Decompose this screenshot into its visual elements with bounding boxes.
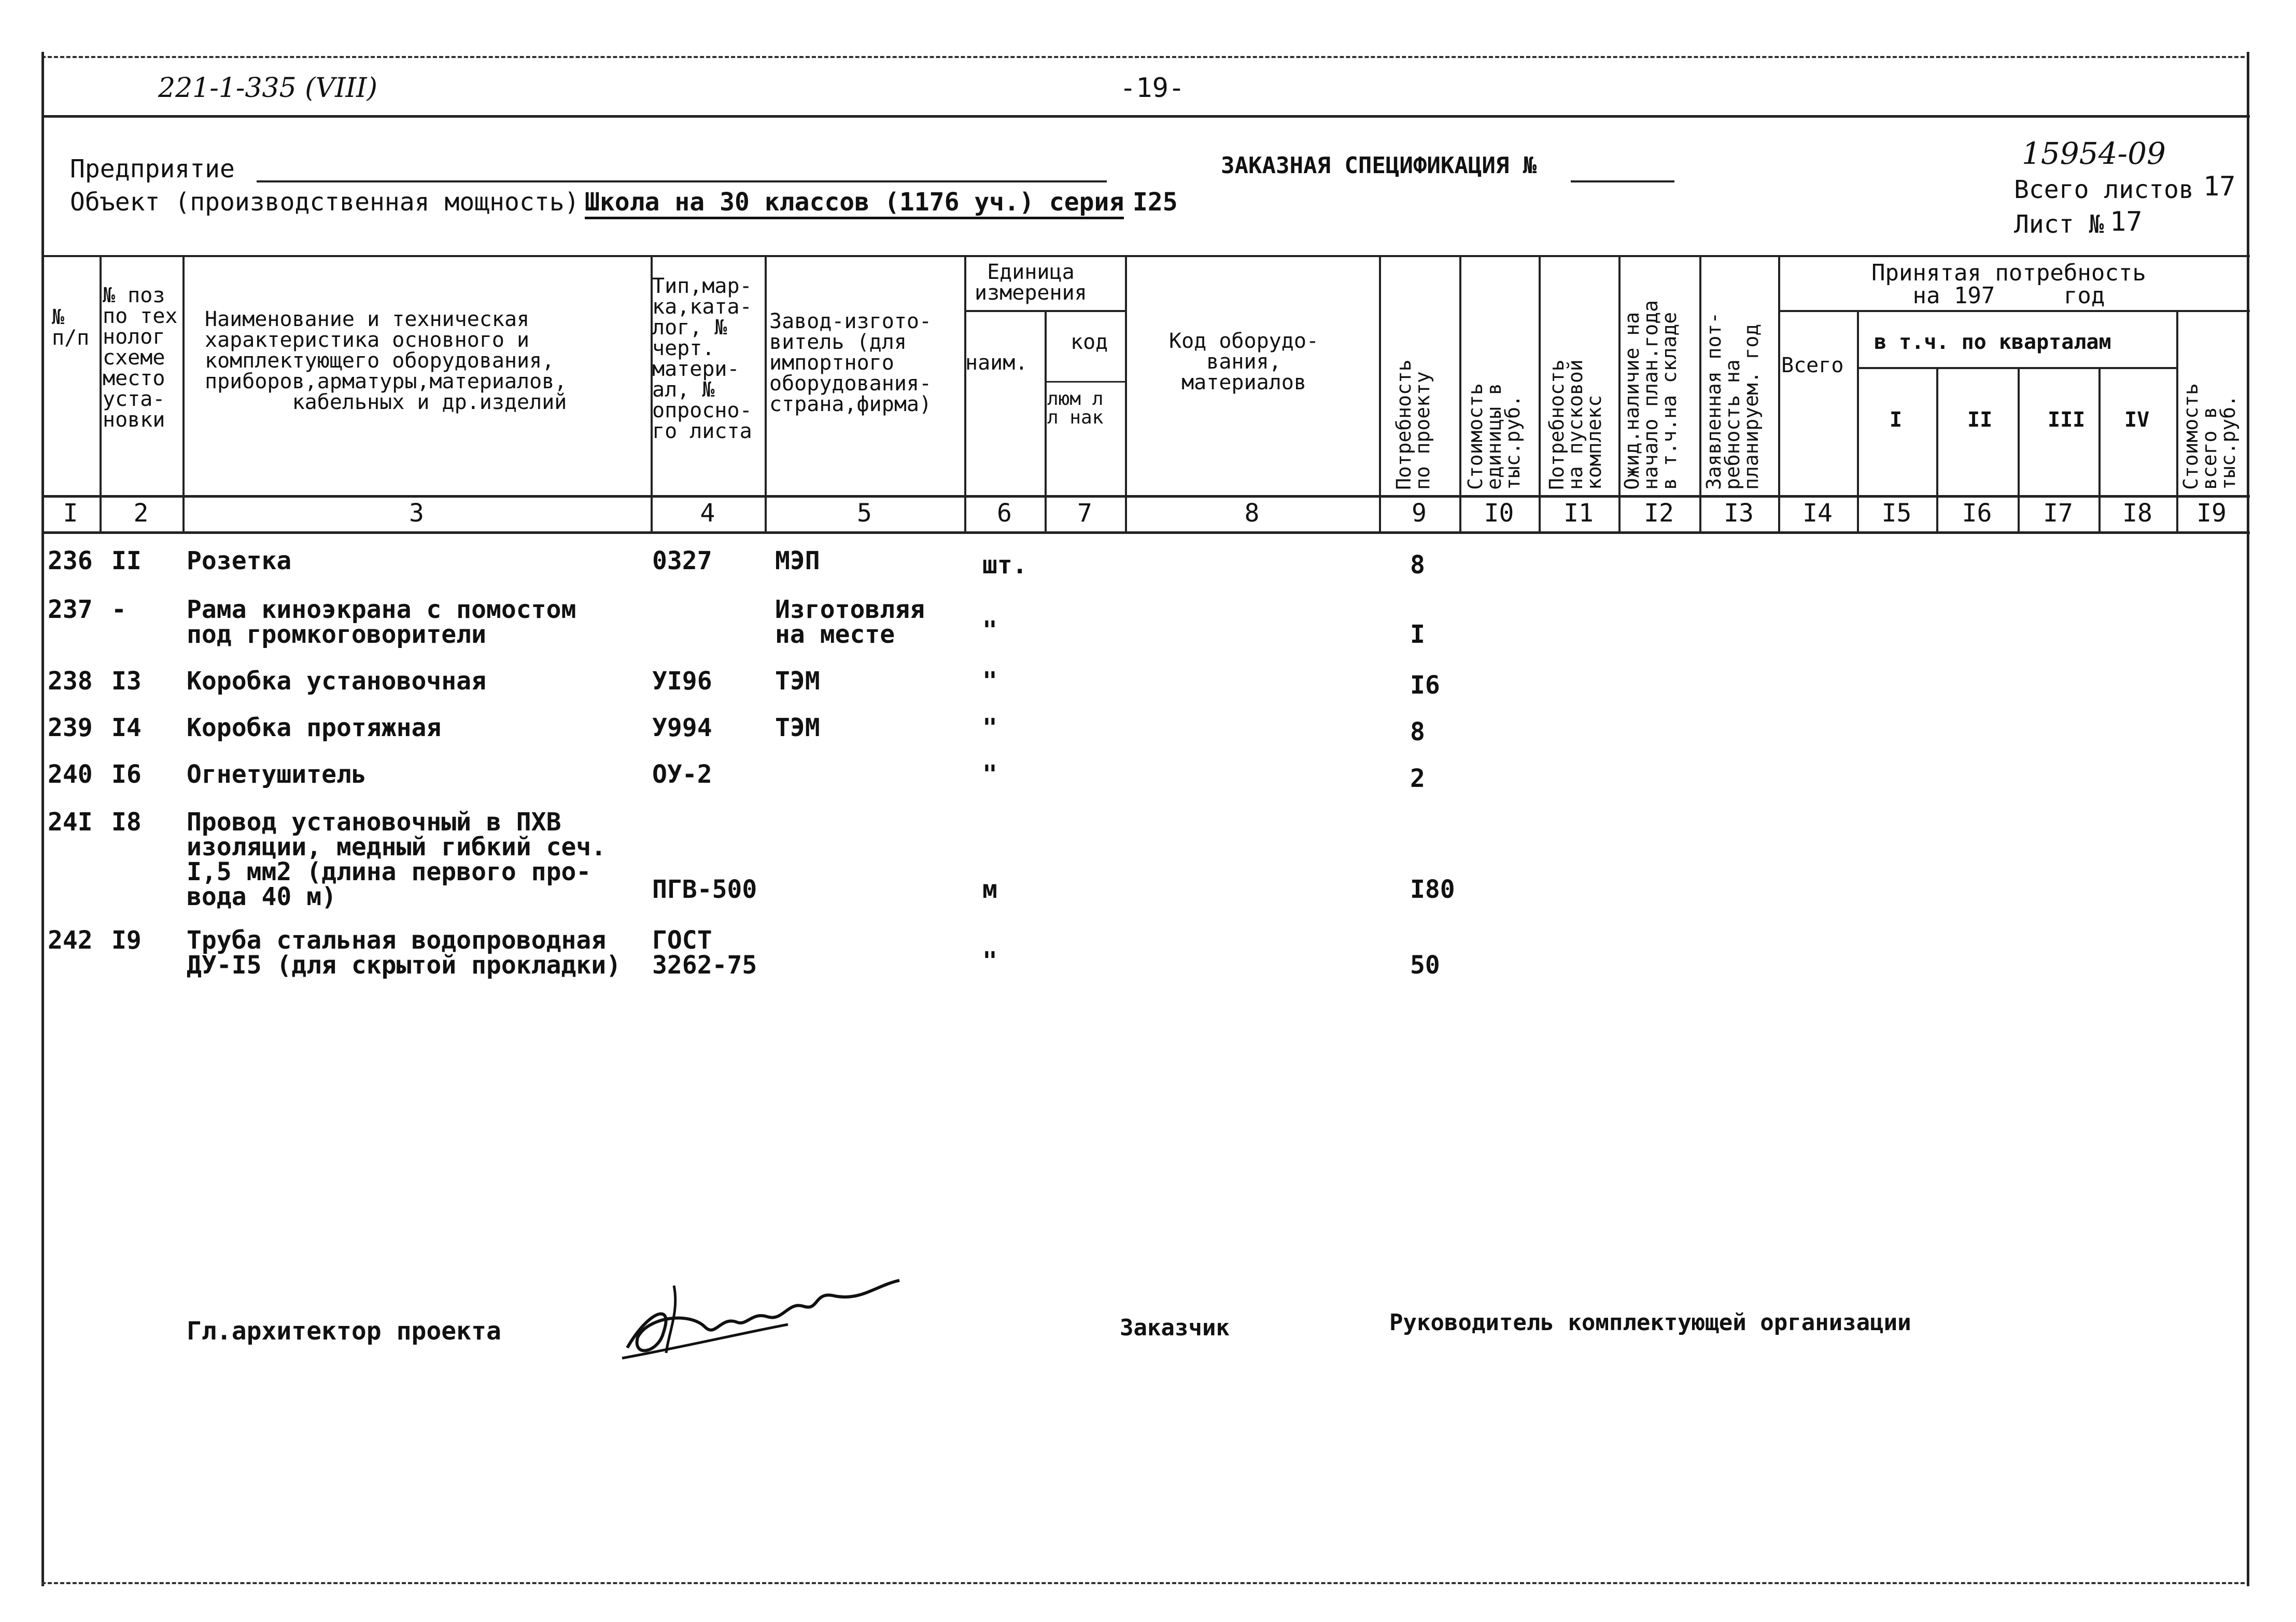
row-position: I3	[111, 667, 142, 696]
object-value: Школа на 30 классов (1176 уч.) серия	[585, 188, 1124, 219]
col-number: I5	[1881, 499, 1912, 528]
col-line-4	[765, 255, 767, 534]
row-manufacturer: Изготовляя на месте	[775, 595, 925, 649]
header-q1: I	[1890, 408, 1903, 432]
accepted-group-line	[1778, 310, 2250, 312]
top-border	[41, 56, 2245, 58]
col-number: 9	[1412, 499, 1427, 528]
object-label: Объект (производственная мощность)	[70, 188, 580, 217]
col-number: I0	[1484, 499, 1514, 528]
spec-number-underline	[1571, 180, 1674, 182]
header-manufacturer: Завод-изгото- витель (для импортного оборудования- страна,фирма)	[769, 309, 932, 416]
row-number: 237	[48, 595, 93, 624]
chief-architect-label: Гл.архитектор проекта	[187, 1317, 501, 1346]
row-unit: "	[982, 667, 997, 696]
row-position: I4	[111, 713, 142, 742]
signature-image	[617, 1270, 907, 1369]
row-number: 240	[48, 760, 93, 789]
row-quantity: 8	[1410, 551, 1425, 580]
row-quantity: I6	[1410, 671, 1440, 700]
header-declared-need: Заявленная пот- ребность на планируем. год	[1702, 312, 1763, 490]
header-project-need: Потребность по проекту	[1392, 359, 1434, 490]
bottom-border	[41, 1582, 2245, 1584]
col-number: I9	[2196, 499, 2227, 528]
right-border	[2247, 52, 2249, 1586]
row-manufacturer: ТЭМ	[775, 713, 820, 742]
row-type: У994	[652, 713, 712, 742]
col-number: I7	[2043, 499, 2073, 528]
row-number: 236	[48, 546, 93, 575]
row-manufacturer: ТЭМ	[775, 667, 820, 696]
col-number: I	[63, 499, 78, 528]
header-total-cost: Стоимость всего в тыс.руб.	[2179, 383, 2240, 490]
header-unit-code: код	[1070, 330, 1108, 354]
row-name: Розетка	[187, 546, 292, 575]
row-unit: "	[982, 947, 997, 976]
header-total: Всего	[1781, 354, 1844, 377]
header-rule	[41, 115, 2250, 118]
header-unit-group: Единица измерения	[975, 260, 1087, 305]
header-q2: II	[1967, 408, 1993, 432]
row-unit: шт.	[982, 551, 1027, 580]
header-type: Тип,мар- ка,ката- лог, № черт. матери- ал, № опросно- го листа	[652, 274, 752, 443]
row-number: 24I	[48, 808, 93, 837]
col-line-1	[100, 255, 102, 534]
row-name: Провод установочный в ПХВ изоляции, медный гибкий сеч. I,5 мм2 (длина первого про- вода 40 м)	[187, 808, 607, 911]
col-line-9	[1459, 255, 1461, 534]
spec-label: ЗАКАЗНАЯ СПЕЦИФИКАЦИЯ №	[1221, 152, 1537, 179]
row-position: II	[111, 546, 142, 575]
col-line-2	[182, 255, 185, 534]
row-type: УI96	[652, 667, 712, 696]
col-number: I8	[2122, 499, 2152, 528]
col-number: 3	[409, 499, 424, 528]
row-type: ПГВ-500	[652, 875, 757, 904]
col-line-8	[1379, 255, 1381, 534]
header-q3: III	[2048, 408, 2086, 432]
row-position: -	[111, 595, 126, 624]
row-type: 0327	[652, 546, 712, 575]
header-q4: IV	[2124, 408, 2150, 432]
row-name: Труба стальная водопроводная ДУ-I5 (для скрытой прокладки)	[187, 926, 622, 980]
enterprise-underline	[257, 180, 1107, 182]
row-unit: м	[982, 875, 997, 904]
header-name: Наименование и техническая характеристика основного и комплектующего оборудования, приборов,арматуры,материалов, кабельных и др.изделий	[205, 307, 567, 414]
row-name: Коробка установочная	[187, 667, 486, 696]
col-number: I3	[1724, 499, 1754, 528]
header-launch-need: Потребность на пусковой комплекс	[1545, 359, 1606, 490]
row-position: I9	[111, 926, 142, 955]
stamp-number: 15954-09	[2022, 136, 2166, 171]
page-number: -19-	[1120, 73, 1185, 104]
col-line-12	[1699, 255, 1701, 534]
col-number: 6	[997, 499, 1012, 528]
customer-label: Заказчик	[1120, 1315, 1230, 1341]
row-quantity: 50	[1410, 951, 1440, 980]
object-series: I25	[1133, 188, 1178, 217]
row-quantity: 2	[1410, 764, 1425, 793]
table-header-bottom	[41, 495, 2250, 498]
col-number: I6	[1962, 499, 1992, 528]
col-line-10	[1539, 255, 1541, 534]
header-row-number: № п/п	[52, 305, 90, 350]
row-unit: "	[982, 713, 997, 742]
row-position: I8	[111, 808, 142, 837]
col-number: I2	[1644, 499, 1674, 528]
column-numbers-bottom	[41, 531, 2250, 534]
header-position: № поз по тех нолог схеме место уста- новки	[103, 284, 178, 432]
col-number: 7	[1077, 499, 1092, 528]
col-number: I1	[1563, 499, 1594, 528]
row-unit: "	[982, 760, 997, 789]
header-expected-stock: Ожид.наличие на начало план.года в т.ч.на складе	[1621, 300, 1681, 490]
table-top-line	[41, 255, 2250, 257]
row-number: 242	[48, 926, 93, 955]
enterprise-label: Предприятие	[70, 154, 235, 184]
header-unit-cost: Стоимость единицы в тыс.руб.	[1464, 383, 1525, 490]
row-name: Коробка протяжная	[187, 713, 442, 742]
sheet-label: Лист №	[2014, 210, 2104, 239]
row-number: 238	[48, 667, 93, 696]
unit-group-line	[964, 310, 1125, 312]
left-border	[41, 52, 44, 1586]
sheet-value: 17	[2110, 206, 2143, 237]
row-type: ОУ-2	[652, 760, 712, 789]
col-number: 4	[700, 499, 715, 528]
document-code: 221-1-335 (VIII)	[158, 73, 378, 104]
total-sheets-value: 17	[2203, 171, 2236, 202]
col-number: I4	[1802, 499, 1833, 528]
header-unit-code-sub: люм л л нак	[1047, 388, 1104, 428]
header-unit-name: наим.	[965, 351, 1028, 375]
row-name: Рама киноэкрана с помостом под громкоговорители	[187, 595, 576, 649]
col-number: 5	[857, 499, 872, 528]
col-line-13	[1778, 255, 1780, 534]
row-type: ГОСТ 3262-75	[652, 926, 757, 980]
row-name: Огнетушитель	[187, 760, 367, 789]
unit-code-line	[1045, 381, 1125, 383]
row-quantity: I80	[1410, 875, 1455, 904]
header-equipment-code: Код оборудо- вания, материалов	[1169, 329, 1319, 394]
col-line-7	[1125, 255, 1127, 534]
row-unit: "	[982, 616, 997, 645]
header-quarters: в т.ч. по кварталам	[1874, 330, 2111, 354]
col-number: 8	[1244, 499, 1260, 528]
supplier-head-label: Руководитель комплектующей организации	[1389, 1309, 1911, 1336]
row-position: I6	[111, 760, 142, 789]
row-number: 239	[48, 713, 93, 742]
row-manufacturer: МЭП	[775, 546, 820, 575]
quarters-line	[1857, 367, 2176, 369]
col-number: 2	[133, 499, 149, 528]
row-quantity: I	[1410, 620, 1425, 649]
col-line-5	[964, 255, 966, 534]
row-quantity: 8	[1410, 717, 1425, 746]
header-accepted-group: Принятая потребность на 197 год	[1871, 260, 2146, 309]
total-sheets-label: Всего листов	[2014, 175, 2194, 204]
